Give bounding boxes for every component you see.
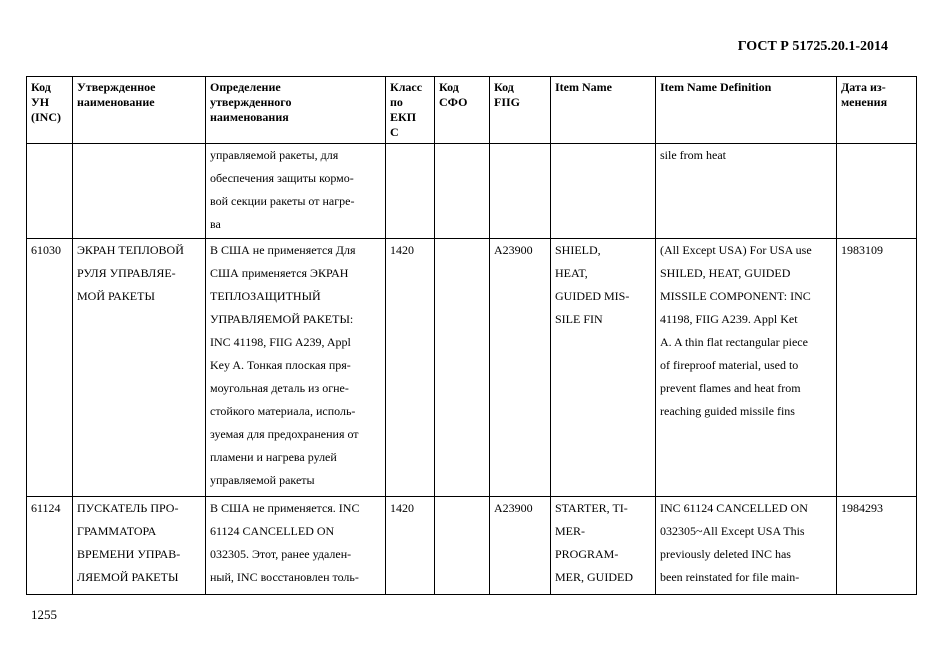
column-header-class: Класс по ЕКП С [386,77,435,144]
cell-item-name: SHIELD, HEAT, GUIDED MIS- SILE FIN [551,239,656,497]
column-header-inc: Код УН (INC) [27,77,73,144]
column-header-approved-name: Утвержденное наименование [73,77,206,144]
column-header-definition: Определение утвержденного наименования [206,77,386,144]
cell-definition: управляемой ракеты, для обеспечения защиты кормо- вой секции ракеты от нагре- ва [206,144,386,239]
column-header-sfo-code: Код СФО [435,77,490,144]
cell-definition: В США не применяется. INC 61124 CANCELLED ON 032305. Этот, ранее удален- ный, INC восстановлен толь- [206,497,386,595]
cell-inc: 61030 [27,239,73,497]
item-names-table [26,76,917,595]
cell-fiig-code [490,144,551,239]
table-row [27,144,917,239]
cell-class: 1420 [386,497,435,595]
cell-inc: 61124 [27,497,73,595]
page-number: 1255 [31,607,57,622]
cell-item-name-definition: sile from heat [656,144,837,239]
column-header-change-date: Дата из- менения [837,77,917,144]
table-row [27,497,917,595]
cell-inc [27,144,73,239]
cell-change-date [837,144,917,239]
cell-approved-name: ЭКРАН ТЕПЛОВОЙ РУЛЯ УПРАВЛЯЕ- МОЙ РАКЕТЫ [73,239,206,497]
cell-approved-name [73,144,206,239]
cell-item-name-definition: INC 61124 CANCELLED ON 032305~All Except USA This previously deleted INC has been reinstated for file main- [656,497,837,595]
cell-approved-name: ПУСКАТЕЛЬ ПРО- ГРАММАТОРА ВРЕМЕНИ УПРАВ- ЛЯЕМОЙ РАКЕТЫ [73,497,206,595]
cell-class: 1420 [386,239,435,497]
table-row [27,239,917,497]
cell-item-name [551,144,656,239]
cell-item-name: STARTER, TI- MER- PROGRAM- MER, GUIDED [551,497,656,595]
cell-item-name-definition: (All Except USA) For USA use SHILED, HEAT, GUIDED MISSILE COMPONENT: INC 41198, FIIG A239. Appl Ket A. A thin flat rectangular piece of fireproof material, used to prevent flames and heat from reaching guided missile fins [656,239,837,497]
cell-sfo-code [435,239,490,497]
cell-class [386,144,435,239]
column-header-item-name: Item Name [551,77,656,144]
column-header-fiig-code: Код FIIG [490,77,551,144]
cell-fiig-code: A23900 [490,239,551,497]
cell-sfo-code [435,144,490,239]
cell-change-date: 1984293 [837,497,917,595]
table-header-row [27,77,917,144]
column-header-item-name-definition: Item Name Definition [656,77,837,144]
cell-sfo-code [435,497,490,595]
cell-definition: В США не применяется Для США применяется ЭКРАН ТЕПЛОЗАЩИТНЫЙ УПРАВЛЯЕМОЙ РАКЕТЫ: INC 41198, FIIG A239, Appl Key A. Тонкая плоская пря- моугольная деталь из огне- стойкого материала, исполь- зуемая для предохранения от пламени и нагрева рулей управляемой ракеты [206,239,386,497]
cell-change-date: 1983109 [837,239,917,497]
standard-code: ГОСТ Р 51725.20.1-2014 [737,39,888,54]
cell-fiig-code: A23900 [490,497,551,595]
